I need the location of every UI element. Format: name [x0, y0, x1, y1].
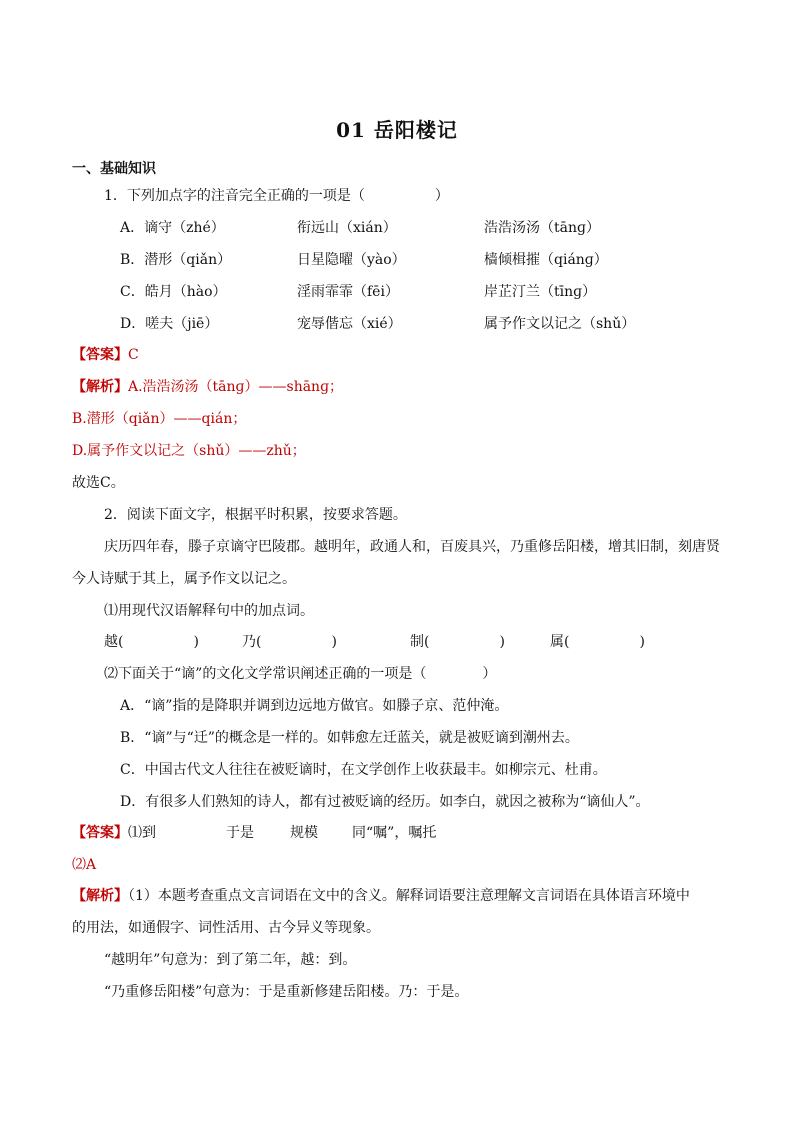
q1-option-d-1: D．嗟夫（jiē）	[120, 316, 219, 332]
q2-blank-4: 属( )	[550, 634, 645, 650]
page-title: 01 岳阳楼记	[336, 118, 458, 142]
q2-answer-1: ⑴到	[128, 825, 156, 841]
q2-blank-1: 越( )	[104, 634, 199, 650]
q1-option-d-2: 宠辱偕忘（xié）	[297, 316, 402, 332]
question-1-stem: 1．下列加点字的注音完全正确的一项是（ ）	[104, 188, 449, 204]
q2-subquestion-2: ⑵下面关于“谪”的文化文学常识阐述正确的一项是（ ）	[104, 666, 497, 682]
q2-analysis-3: “越明年”句意为：到了第二年，越：到。	[104, 952, 357, 968]
q2-option-d: D．有很多人们熟知的诗人，都有过被贬谪的经历。如李白，就因之被称为“谪仙人”。	[120, 794, 650, 810]
q1-conclusion: 故选C。	[72, 475, 125, 491]
q1-option-b-1: B．潜形（qiǎn）	[120, 252, 232, 268]
q2-option-c: C．中国古代文人往往在被贬谪时，在文学创作上收获最丰。如柳宗元、杜甫。	[120, 762, 607, 778]
q2-analysis-4: “乃重修岳阳楼”句意为：于是重新修建岳阳楼。乃：于是。	[104, 984, 469, 1000]
analysis-tag: 【解析】	[72, 379, 128, 395]
q2-analysis-1: （1）本题考查重点文言词语在文中的含义。解释词语要注意理解文言词语在具体语言环境中	[128, 888, 690, 904]
answer-tag: 【答案】	[72, 347, 128, 363]
q1-option-c-3: 岸芷汀兰（tīnɡ）	[484, 284, 597, 300]
q1-option-b-2: 日星隐曜（yào）	[297, 252, 406, 268]
q1-option-d-3: 属予作文以记之（shǔ）	[484, 316, 636, 332]
q2-analysis-2: 的用法，如通假字、词性活用、古今异义等现象。	[72, 920, 380, 936]
answer-tag: 【答案】	[72, 825, 128, 841]
q2-option-a: A．“谪”指的是降职并调到边远地方做官。如滕子京、范仲淹。	[120, 698, 509, 714]
q2-passage-line-2: 今人诗赋于其上，属予作文以记之。	[72, 571, 296, 587]
q1-answer: C	[128, 347, 139, 363]
q2-answer-line-2: ⑵A	[72, 857, 97, 873]
q2-option-b: B．“谪”与“迁”的概念是一样的。如韩愈左迁蓝关，就是被贬谪到潮州去。	[120, 730, 579, 746]
q1-analysis-line-a	[72, 377, 343, 397]
q1-option-c-2: 淫雨霏霏（fēi）	[297, 284, 399, 300]
q2-passage-line-1: 庆历四年春，滕子京谪守巴陵郡。越明年，政通人和，百废具兴，乃重修岳阳楼，增其旧制，刻唐贤	[104, 539, 720, 555]
q1-option-a-1: A．谪守（zhé）	[120, 220, 225, 236]
q2-analysis-line-1	[72, 886, 690, 906]
q2-answer-line-1	[72, 823, 156, 843]
q2-blank-3: 制( )	[410, 634, 505, 650]
analysis-tag: 【解析】	[72, 888, 128, 904]
q2-blank-2: 乃( )	[242, 634, 337, 650]
q2-answer-3: 规模	[290, 825, 318, 841]
q1-analysis-a: A.浩浩汤汤（tānɡ）——shānɡ；	[128, 379, 344, 395]
q1-answer-line	[72, 345, 139, 365]
q1-analysis-b: B.潜形（qiǎn）——qián；	[72, 411, 247, 427]
section-heading: 一、基础知识	[72, 161, 156, 177]
q2-subquestion-1: ⑴用现代汉语解释句中的加点词。	[104, 603, 314, 619]
q1-option-a-2: 衔远山（xián）	[297, 220, 397, 236]
q1-analysis-d: D.属予作文以记之（shǔ）——zhǔ；	[72, 443, 306, 459]
question-2-stem: 2．阅读下面文字，根据平时积累，按要求答题。	[104, 507, 407, 523]
q2-answer-2: 于是	[226, 825, 254, 841]
q2-answer-4: 同“嘱”，嘱托	[352, 825, 437, 841]
q1-option-a-3: 浩浩汤汤（tānɡ）	[484, 220, 600, 236]
q1-option-b-3: 樯倾楫摧（qiánɡ）	[484, 252, 608, 268]
q1-option-c-1: C．皓月（hào）	[120, 284, 227, 300]
